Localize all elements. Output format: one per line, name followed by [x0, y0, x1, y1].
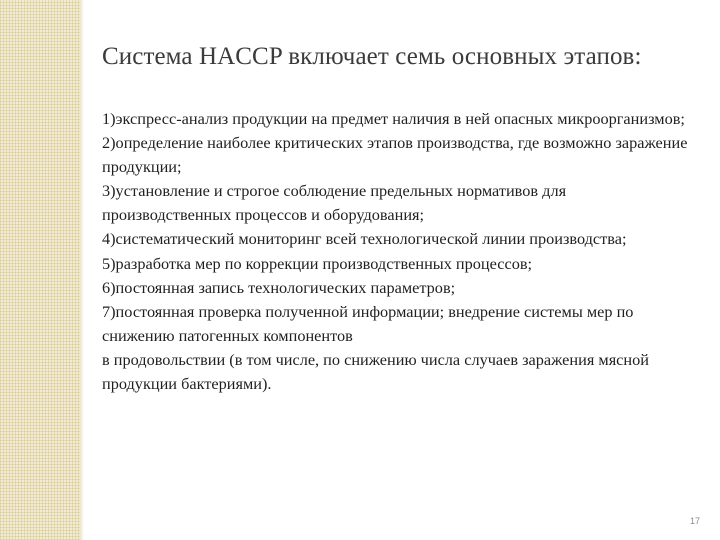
steps-list	[102, 107, 690, 396]
step-item-6: 6)постоянная запись технологических параметров;	[102, 277, 456, 297]
step-item-7: 7)постоянная проверка полученной информации; внедрение системы мер по снижению патогенных компонентов	[102, 301, 634, 345]
slide-title: Система HACCP включает семь основных этапов:	[102, 43, 642, 70]
step-item-4: 4)систематический мониторинг всей технологической линии производства;	[102, 229, 627, 249]
step-item-1: 1)экспресс-анализ продукции на предмет наличия в ней опасных микроорганизмов;	[102, 109, 685, 128]
decorative-left-band	[0, 0, 80, 540]
step-item-7-continuation: в продовольствии (в том числе, по снижению числа случаев заражения мясной продукции бактериями).	[102, 349, 649, 394]
step-item-2: 2)определение наиболее критических этапов производства, где возможно заражение продукции;	[102, 133, 688, 177]
step-item-5: 5)разработка мер по коррекции производственных процессов;	[102, 253, 533, 273]
page-number: 17	[689, 516, 700, 526]
step-item-3: 3)установление и строгое соблюдение предельных нормативов для производственных процессов и оборудования;	[102, 181, 567, 225]
